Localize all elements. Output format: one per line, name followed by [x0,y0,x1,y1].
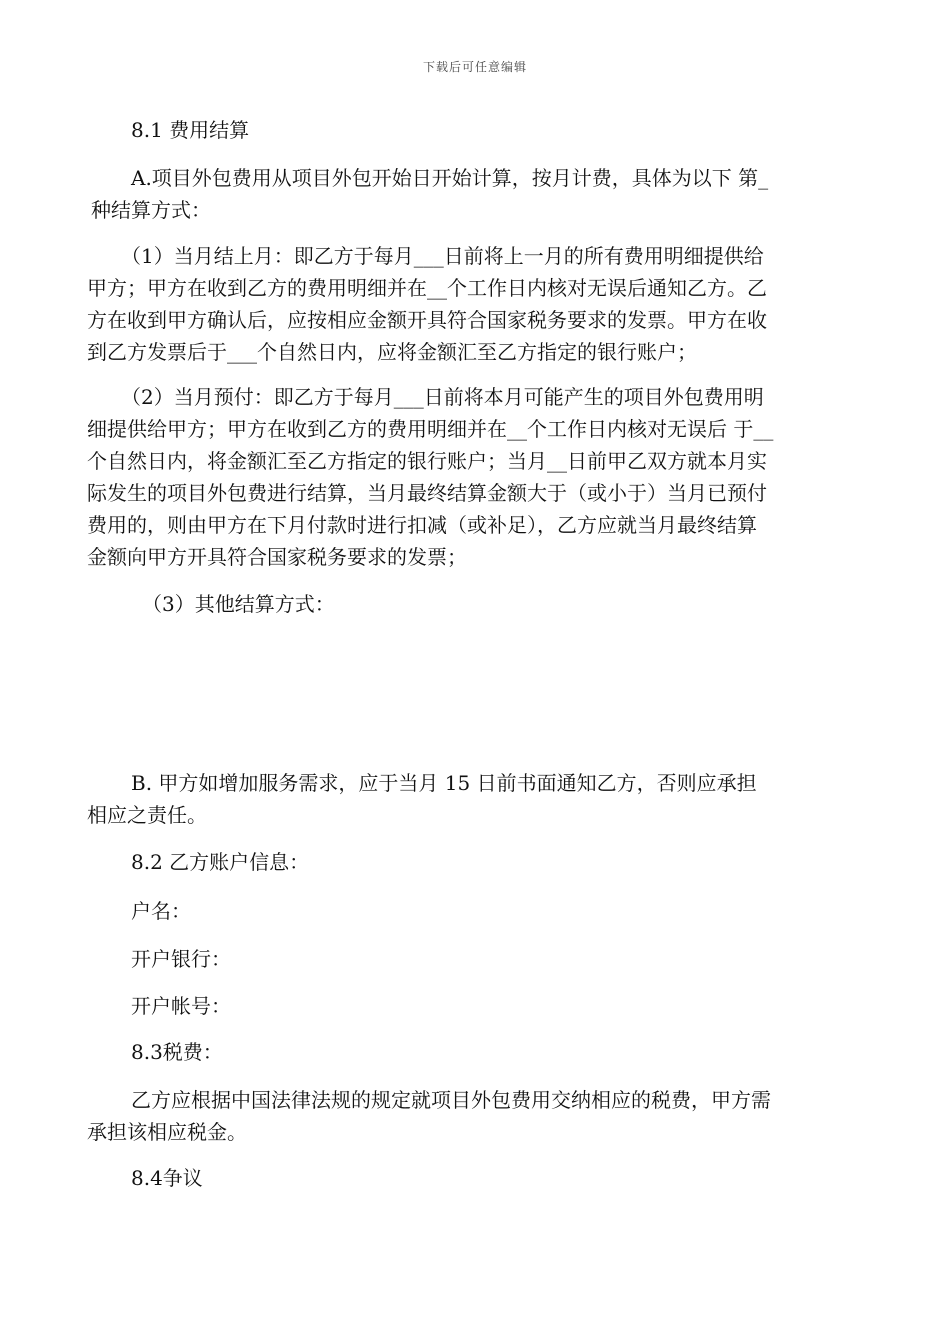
clause-b-line-2: 相应之责任。 [87,803,207,827]
option-1-line-1: （1）当月结上月：即乙方于每月___日前将上一月的所有费用明细提供给 [121,244,764,268]
option-3-line: （3）其他结算方式： [142,592,335,616]
tax-line-2: 承担该相应税金。 [87,1120,247,1144]
option-1-line-4: 到乙方发票后于___个自然日内，应将金额汇至乙方指定的银行账户； [87,340,697,364]
section-8-3-title: 8.3税费： [131,1040,223,1064]
option-1-paragraph [87,240,867,368]
section-8-2-title: 8.2 乙方账户信息： [131,850,310,874]
clause-b-paragraph [87,767,867,831]
option-2-paragraph [87,381,867,573]
option-2-line-4: 际发生的项目外包费进行结算，当月最终结算金额大于（或小于）当月已预付 [87,481,767,505]
option-2-line-5: 费用的，则由甲方在下月付款时进行扣减（或补足），乙方应就当月最终结算 [87,513,757,537]
option-2-line-2: 细提供给甲方；甲方在收到乙方的费用明细并在__个工作日内核对无误后 于__ [87,417,774,441]
clause-a-line-1: A.项目外包费用从项目外包开始日开始计算，按月计费，具体为以下 第_ [131,166,769,190]
bank-label: 开户银行： [131,947,231,971]
option-1-line-2: 甲方；甲方在收到乙方的费用明细并在__个工作日内核对无误后通知乙方。乙 [87,276,767,300]
option-1-line-3: 方在收到甲方确认后，应按相应金额开具符合国家税务要求的发票。甲方在收 [87,308,767,332]
section-8-1-title: 8.1 费用结算 [131,118,250,142]
account-number-label: 开户帐号： [131,994,231,1018]
account-name-label: 户名： [131,899,191,923]
option-2-line-3: 个自然日内，将金额汇至乙方指定的银行账户；当月__日前甲乙双方就本月实 [87,449,767,473]
clause-a-line-2: 种结算方式： [91,198,211,222]
clause-a-paragraph [87,162,867,226]
option-2-line-1: （2）当月预付：即乙方于每月___日前将本月可能产生的项目外包费用明 [121,385,764,409]
tax-paragraph [87,1084,867,1148]
tax-line-1: 乙方应根据中国法律法规的规定就项目外包费用交纳相应的税费，甲方需 [131,1088,771,1112]
clause-b-line-1: B. 甲方如增加服务需求，应于当月 15 日前书面通知乙方，否则应承担 [131,771,757,795]
option-2-line-6: 金额向甲方开具符合国家税务要求的发票； [87,545,467,569]
section-8-4-title: 8.4争议 [131,1166,203,1190]
page-header-note: 下载后可任意编辑 [422,60,527,74]
